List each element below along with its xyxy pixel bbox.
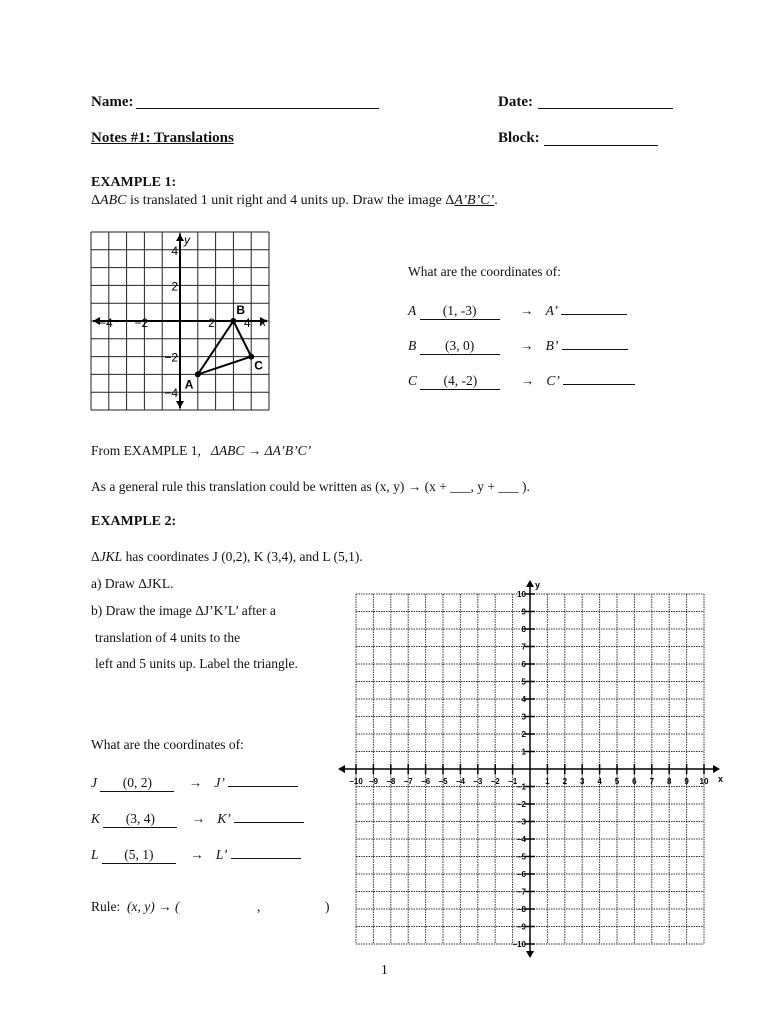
point-label: B bbox=[408, 338, 417, 353]
arrow-icon: → bbox=[519, 303, 534, 318]
y-axis-arrow-down bbox=[526, 951, 534, 958]
example2-part-a: a) Draw ΔJKL. bbox=[91, 576, 174, 591]
x-tick-label: −7 bbox=[403, 777, 413, 786]
x-tick-label: 7 bbox=[649, 777, 655, 786]
example2-rule bbox=[91, 899, 179, 915]
y-tick-label: 3 bbox=[521, 712, 526, 722]
image-coordinate-blank[interactable] bbox=[231, 844, 301, 859]
y-axis-arrow-down bbox=[176, 401, 184, 408]
image-point-label: A’ bbox=[545, 303, 558, 318]
example1-graph bbox=[90, 231, 270, 415]
vertex-label-a: A bbox=[184, 377, 194, 392]
example2-heading: EXAMPLE 2: bbox=[91, 514, 177, 529]
x-tick-label: 3 bbox=[579, 777, 585, 786]
x-tick-label: −10 bbox=[349, 777, 363, 786]
y-tick-label: −10 bbox=[512, 940, 526, 949]
image-point-label: B’ bbox=[545, 338, 559, 353]
x-tick-label: 2 bbox=[208, 316, 215, 330]
x-tick-label: −4 bbox=[455, 777, 465, 786]
y-tick-label: −9 bbox=[516, 922, 526, 932]
example2-coord-row bbox=[91, 844, 301, 864]
y-tick-label: 2 bbox=[521, 730, 526, 739]
arrow-icon: → bbox=[519, 338, 534, 353]
y-tick-label: 6 bbox=[521, 660, 526, 669]
x-axis-label: x bbox=[718, 774, 724, 784]
x-tick-label: 8 bbox=[666, 777, 672, 786]
rule-expression: (x, y) → ( bbox=[127, 899, 180, 914]
x-tick-label: 6 bbox=[632, 777, 637, 786]
x-tick-label: 4 bbox=[597, 777, 602, 786]
example2-part-b-1: b) Draw the image ΔJ’K’L’ after a bbox=[91, 603, 276, 618]
example1-coord-row bbox=[408, 370, 635, 390]
y-tick-label: 9 bbox=[521, 607, 526, 617]
y-tick-label: −8 bbox=[516, 905, 526, 914]
y-tick-label: −5 bbox=[516, 852, 526, 862]
point-label: C bbox=[408, 373, 418, 388]
y-axis-label: y bbox=[535, 580, 541, 590]
triangle-abc: ABC bbox=[100, 193, 127, 208]
x-tick-label: −4 bbox=[98, 316, 113, 330]
y-tick-label: 5 bbox=[521, 677, 526, 687]
y-tick-label: 2 bbox=[171, 279, 178, 294]
y-axis-arrow bbox=[526, 580, 534, 587]
line1-text: has coordinates bbox=[122, 549, 213, 564]
name-label: Name: bbox=[91, 94, 134, 110]
jkl-coordinates: J (0,2), K (3,4), and L (5,1). bbox=[212, 549, 363, 564]
y-tick-label: 8 bbox=[521, 625, 526, 634]
y-tick-label: −4 bbox=[164, 386, 178, 401]
example1-coord-row bbox=[408, 335, 628, 355]
y-axis-arrow bbox=[176, 234, 184, 241]
y-tick-label: 10 bbox=[517, 590, 526, 599]
x-tick-label: −8 bbox=[386, 777, 396, 786]
image-coordinate-blank[interactable] bbox=[561, 300, 627, 315]
example2-line1 bbox=[91, 549, 363, 565]
x-tick-label: −2 bbox=[134, 316, 149, 330]
y-axis-label: y bbox=[184, 233, 190, 247]
y-tick-label: −2 bbox=[516, 800, 526, 809]
x-axis-label: x bbox=[260, 315, 266, 329]
x-axis-arrow-left bbox=[338, 765, 345, 773]
y-tick-label: −6 bbox=[516, 870, 526, 879]
example2-coord-row bbox=[91, 808, 304, 828]
point-coordinates: (3, 4) bbox=[103, 811, 177, 828]
example2-graph[interactable] bbox=[338, 578, 728, 973]
x-tick-label: −5 bbox=[438, 777, 448, 786]
point-label: J bbox=[91, 775, 97, 790]
delta-symbol: Δ bbox=[91, 193, 101, 208]
x-tick-label: −1 bbox=[508, 777, 518, 786]
example1-coord-question: What are the coordinates of: bbox=[408, 264, 561, 279]
example2-part-b-3: left and 5 units up. Label the triangle. bbox=[95, 656, 298, 671]
point-label: A bbox=[408, 303, 417, 318]
point-coordinates: (1, -3) bbox=[420, 303, 500, 320]
date-label: Date: bbox=[498, 94, 533, 110]
x-tick-label: 1 bbox=[545, 777, 550, 786]
notes-title: Notes #1: Translations bbox=[91, 130, 234, 146]
vertex-label-b: B bbox=[236, 303, 246, 317]
rule-expression[interactable]: (x, y) → (x + ___, y + ___ ). bbox=[375, 479, 530, 494]
point-coordinates: (4, -2) bbox=[420, 373, 500, 390]
arrow-icon: → bbox=[520, 373, 535, 388]
vertex-b bbox=[230, 318, 236, 324]
from-mapping: ΔABC → ΔA’B’C’ bbox=[211, 443, 312, 458]
point-coordinates: (0, 2) bbox=[100, 775, 174, 792]
example2-coord-question: What are the coordinates of: bbox=[91, 737, 244, 752]
delta-symbol: Δ bbox=[91, 549, 100, 564]
vertex-a bbox=[195, 371, 201, 377]
y-tick-label: −4 bbox=[516, 835, 526, 844]
point-label: L bbox=[91, 847, 99, 862]
y-tick-label: 4 bbox=[521, 695, 526, 704]
triangle-image-name: A’B’C’ bbox=[454, 193, 495, 208]
x-tick-label: −2 bbox=[490, 777, 500, 786]
point-coordinates: (3, 0) bbox=[420, 338, 500, 355]
y-tick-label: 4 bbox=[171, 243, 178, 258]
arrow-icon: → bbox=[190, 847, 204, 862]
image-coordinate-blank[interactable] bbox=[234, 808, 304, 823]
rule-comma: , bbox=[257, 899, 261, 914]
prompt-text: is translated 1 unit right and 4 units up. Draw the image Δ bbox=[126, 193, 455, 208]
image-point-label: C’ bbox=[546, 373, 560, 388]
arrow-icon: → bbox=[188, 775, 203, 790]
image-point-label: K’ bbox=[217, 811, 231, 826]
rule-text: As a general rule this translation could be written as bbox=[91, 479, 372, 494]
example1-coord-row bbox=[408, 300, 627, 320]
arrow-icon: → bbox=[191, 811, 206, 826]
block-field[interactable] bbox=[544, 130, 658, 146]
point-label: K bbox=[91, 811, 101, 826]
from-example-line bbox=[91, 443, 311, 459]
example1-heading: EXAMPLE 1: bbox=[91, 175, 177, 190]
image-point-label: J’ bbox=[214, 775, 225, 790]
y-tick-label: 1 bbox=[521, 747, 526, 757]
vertex-label-c: C bbox=[254, 358, 263, 373]
block-label: Block: bbox=[498, 130, 540, 146]
x-tick-label: −3 bbox=[473, 777, 483, 786]
x-tick-label: 10 bbox=[699, 777, 709, 786]
image-coordinate-blank[interactable] bbox=[228, 772, 298, 787]
x-tick-label: −9 bbox=[368, 777, 378, 786]
example2-part-b-2: translation of 4 units to the bbox=[95, 630, 241, 645]
example2-coord-row bbox=[91, 772, 298, 792]
x-tick-label: −6 bbox=[421, 777, 431, 786]
x-tick-label: 9 bbox=[684, 777, 689, 786]
x-tick-label: 2 bbox=[562, 777, 568, 786]
point-coordinates: (5, 1) bbox=[102, 847, 176, 864]
x-tick-label: 4 bbox=[243, 316, 251, 330]
triangle-jkl: JKL bbox=[99, 549, 123, 564]
image-coordinate-blank[interactable] bbox=[562, 335, 628, 350]
date-field[interactable] bbox=[538, 93, 673, 109]
x-tick-label: 5 bbox=[614, 777, 620, 786]
rule-close: ) bbox=[325, 899, 330, 914]
example1-prompt bbox=[91, 193, 498, 209]
y-tick-label: −7 bbox=[516, 887, 526, 897]
y-tick-label: −1 bbox=[516, 782, 526, 792]
y-tick-label: −2 bbox=[164, 350, 178, 365]
image-point-label: L’ bbox=[215, 847, 228, 862]
y-tick-label: −3 bbox=[516, 817, 526, 827]
name-field[interactable] bbox=[136, 93, 379, 109]
from-text: From EXAMPLE 1, bbox=[91, 443, 201, 458]
page-number: 1 bbox=[381, 962, 388, 977]
image-coordinate-blank[interactable] bbox=[563, 370, 635, 385]
prompt-end: . bbox=[494, 193, 498, 208]
rule-label: Rule: bbox=[91, 899, 121, 914]
y-tick-label: 7 bbox=[521, 642, 526, 652]
general-rule-line bbox=[91, 479, 530, 495]
x-axis-arrow bbox=[713, 765, 720, 773]
